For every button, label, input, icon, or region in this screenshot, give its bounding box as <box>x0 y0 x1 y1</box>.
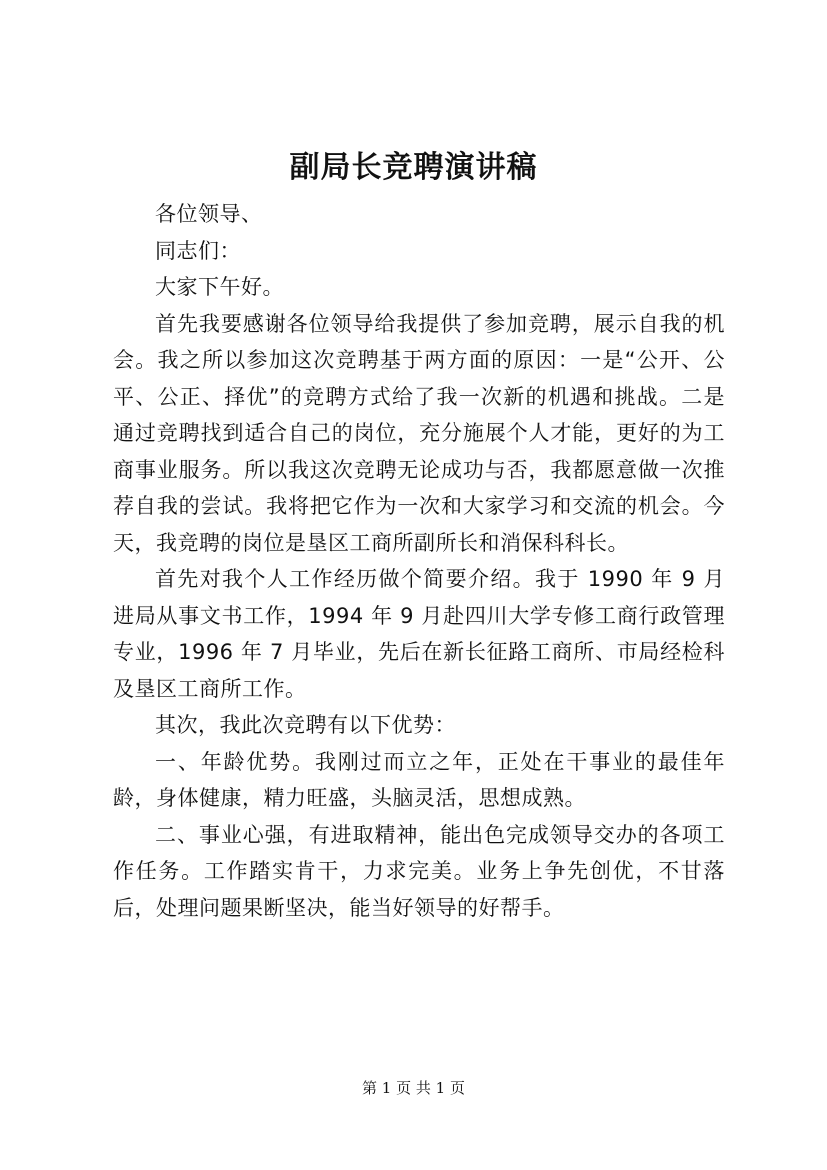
paragraph-advantages-intro: 其次，我此次竞聘有以下优势： <box>155 713 456 737</box>
document-title: 副局长竞聘演讲稿 <box>289 150 538 185</box>
salutation-comrades: 同志们： <box>155 238 241 263</box>
greeting: 大家下午好。 <box>155 275 284 299</box>
document-body <box>113 196 725 926</box>
salutation-leaders: 各位领导、 <box>155 202 263 226</box>
paragraph-work-history: 首先对我个人工作经历做个简要介绍。我于 1990 年 9 月进局从事文书工作，1994 年 9 月赴四川大学专修工商行政管理专业，1996 年 7 月毕业，先后在新长征路工商所、市局经检科及垦区工商所工作。 <box>113 567 725 701</box>
paragraph-age-advantage: 一、年龄优势。我刚过而立之年，正处在干事业的最佳年龄，身体健康，精力旺盛，头脑灵活，思想成熟。 <box>113 749 725 810</box>
page-footer: 第 1 页 共 1 页 <box>362 1079 465 1097</box>
paragraph-thanks: 首先我要感谢各位领导给我提供了参加竞聘，展示自我的机会。我之所以参加这次竞聘基于两方面的原因：一是“公开、公平、公正、择优”的竞聘方式给了我一次新的机遇和挑战。二是通过竞聘找到适合自己的岗位，充分施展个人才能，更好的为工商事业服务。所以我这次竞聘无论成功与否，我都愿意做一次推荐自我的尝试。我将把它作为一次和大家学习和交流的机会。今天，我竞聘的岗位是垦区工商所副所长和消保科科长。 <box>113 311 725 555</box>
paragraph-dedication: 二、事业心强，有进取精神，能出色完成领导交办的各项工作任务。工作踏实肯干，力求完美。业务上争先创优，不甘落后，处理问题果断坚决，能当好领导的好帮手。 <box>113 822 725 920</box>
